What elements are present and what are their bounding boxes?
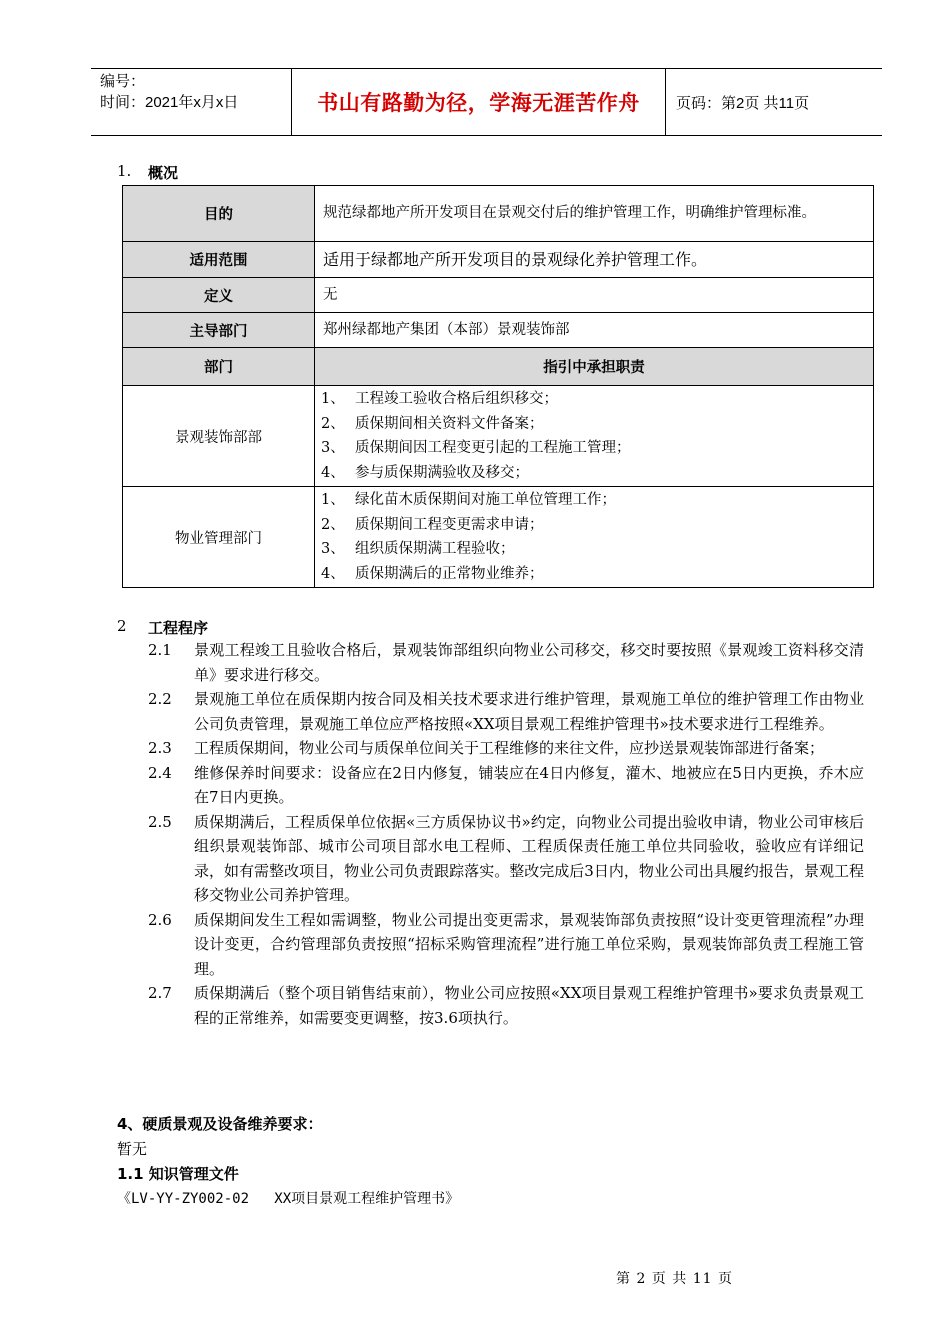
row-value: 规范绿都地产所开发项目在景观交付后的维护管理工作，明确维护管理标准。 [315,186,874,242]
procedure-list [148,638,864,1030]
dept-duties [315,487,874,588]
section2-number: 2 [117,617,127,635]
duty-item: 3、 质保期间因工程变更引起的工程施工管理； [321,440,631,456]
list-item: 2.3 工程质保期间，物业公司与质保单位间关于工程维修的来往文件，应抄送景观装饰部进行备案； [148,739,825,757]
duty-item: 2、 质保期间工程变更需求申请； [321,516,544,533]
dept-row [123,487,874,588]
knowledge-doc: 《LV-YY-ZY002-02 XX项目景观工程维护管理书》 [117,1191,460,1207]
document-header [91,68,882,136]
code-label: 编号： [100,73,146,90]
section4-content: 暂无 [117,1140,148,1158]
page-footer: 第 2 页 共 11 页 [616,1271,733,1287]
overview-table [122,185,874,588]
row-label: 主导部门 [123,313,315,348]
list-item: 2.1 景观工程竣工且验收合格后，景观装饰部组织向物业公司移交，移交时要按照《景观竣工资料移交清单》要求进行移交。 [148,641,864,684]
section4-title: 4、硬质景观及设备维养要求： [117,1115,323,1133]
duty-item: 3、 组织质保期满工程验收； [321,541,515,557]
duty-item: 4、 参与质保期满验收及移交； [321,464,529,481]
dept-name: 物业管理部门 [123,487,315,588]
table-row [123,278,874,313]
list-item: 2.6 质保期间发生工程如需调整，物业公司提出变更需求，景观装饰部负责按照“设计变更管理流程”办理设计变更，合约管理部负责按照“招标采购管理流程”进行施工单位采购，景观装饰部负责工程施工管理。 [148,910,864,978]
knowledge-title: 1.1 知识管理文件 [117,1165,239,1183]
list-item: 2.7 质保期满后（整个项目销售结束前），物业公司应按照«XX项目景观工程维护管理书»要求负责景观工程的正常维养，如需要变更调整，按3.6项执行。 [148,984,864,1027]
header-meta [91,69,292,135]
duty-item: 1、 工程竣工验收合格后组织移交； [321,391,558,407]
row-value: 郑州绿都地产集团（本部）景观装饰部 [315,313,874,348]
section1-title: 概况 [148,164,179,182]
row-value: 无 [315,278,874,313]
duty-item: 1、 绿化苗木质保期间对施工单位管理工作； [321,492,616,508]
list-item: 2.2 景观施工单位在质保期内按合同及相关技术要求进行维护管理，景观施工单位的维护管理工作由物业公司负责管理，景观施工单位应严格按照«XX项目景观工程维护管理书»技术要求进行工程维养。 [148,690,864,733]
row-value: 适用于绿都地产所开发项目的景观绿化养护管理工作。 [315,242,874,278]
row-label: 定义 [123,278,315,313]
row-label: 目的 [123,186,315,242]
table-row [123,186,874,242]
section2-title: 工程程序 [148,619,209,637]
duty-item: 4、 质保期满后的正常物业维养； [321,565,544,582]
row-label: 适用范围 [123,242,315,278]
table-row [123,313,874,348]
resp-header: 指引中承担职责 [315,348,874,386]
dept-name: 景观装饰部部 [123,386,315,487]
dept-duties [315,386,874,487]
dept-row [123,386,874,487]
header-motto: 书山有路勤为径，学海无涯苦作舟 [292,69,666,135]
time-label: 时间：2021年x月x日 [100,94,239,111]
table-header-row [123,348,874,386]
dept-header: 部门 [123,348,315,386]
section1-number: 1. [117,162,132,180]
table-row [123,242,874,278]
list-item: 2.5 质保期满后，工程质保单位依据«三方质保协议书»约定，向物业公司提出验收申请，物业公司审核后组织景观装饰部、城市公司项目部水电工程师、工程质保责任施工单位共同验收，验收应有详细记录，如有需整改项目，物业公司负责跟踪落实。整改完成后3日内，物业公司出具履约报告，景观工程移交物业公司养护管理。 [148,812,864,904]
header-page-info: 页码：第2页 共11页 [676,94,810,112]
list-item: 2.4 维修保养时间要求：设备应在2日内修复，铺装应在4日内修复，灌木、地被应在5日内更换，乔木应在7日内更换。 [148,763,864,806]
duty-item: 2、 质保期间相关资料文件备案； [321,415,544,432]
